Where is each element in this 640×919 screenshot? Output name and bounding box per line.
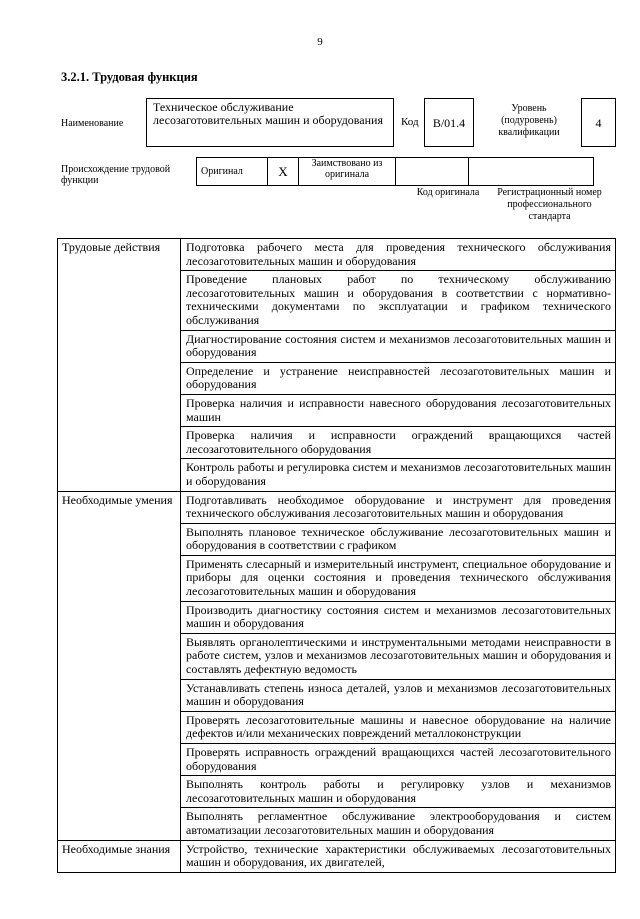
table-row bbox=[58, 239, 616, 271]
section-item: Проверять лесозаготовительные машины и навесное оборудование на наличие дефектов и/или механических повреждений металлоконструкции bbox=[181, 711, 616, 743]
function-code-field: B/01.4 bbox=[424, 98, 474, 147]
section-item: Выявлять органолептическими и инструментальными методами неисправности в работе систем, узлов и механизмов лесозаготовительных машин и оборудования и составлять дефектную ведомость bbox=[181, 633, 616, 679]
original-code-cell bbox=[396, 158, 469, 186]
original-code-caption: Код оригинала bbox=[416, 187, 480, 198]
section-item: Контроль работы и регулировка систем и механизмов лесозаготовительных машин и оборудования bbox=[181, 459, 616, 491]
section-category: Необходимые умения bbox=[58, 491, 181, 840]
section-item: Устройство, технические характеристики обслуживаемых лесозаготовительных машин и оборудования, их двигателей, bbox=[181, 840, 616, 872]
section-item: Подготовка рабочего места для проведения технического обслуживания лесозаготовительных машин и оборудования bbox=[181, 239, 616, 271]
section-item: Проверять исправность ограждений вращающихся частей лесозаготовительного оборудования bbox=[181, 744, 616, 776]
origin-label: Происхождение трудовой функции bbox=[61, 164, 171, 186]
function-details-table bbox=[57, 238, 616, 873]
registration-number-cell bbox=[469, 158, 594, 186]
function-name-field: Техническое обслуживание лесозаготовительных машин и оборудования bbox=[146, 98, 394, 147]
section-item: Выполнять контроль работы и регулировку узлов и механизмов лесозаготовительных машин и оборудования bbox=[181, 776, 616, 808]
registration-number-caption: Регистрационный номер профессионального стандарта bbox=[497, 187, 602, 222]
qualification-level-field: 4 bbox=[581, 98, 616, 147]
section-item: Диагностирование состояния систем и механизмов лесозаготовительных машин и оборудования bbox=[181, 330, 616, 362]
section-item: Проверка наличия и исправности ограждений вращающихся частей лесозаготовительного оборудования bbox=[181, 427, 616, 459]
section-category: Трудовые действия bbox=[58, 239, 181, 492]
code-label: Код bbox=[401, 116, 419, 128]
borrowed-label: Заимствовано из оригинала bbox=[299, 158, 396, 186]
section-item: Применять слесарный и измерительный инструмент, специальное оборудование и приборы для оценки состояния и проведения технического обслуживания лесозаготовительных машин и оборудования bbox=[181, 555, 616, 601]
table-row bbox=[58, 491, 616, 523]
name-label: Наименование bbox=[61, 118, 124, 129]
original-mark: X bbox=[268, 158, 299, 186]
section-item: Производить диагностику состояния систем и механизмов лесозаготовительных машин и оборудования bbox=[181, 601, 616, 633]
page-number: 9 bbox=[317, 36, 323, 48]
section-item: Проверка наличия и исправности навесного оборудования лесозаготовительных машин bbox=[181, 394, 616, 426]
origin-table bbox=[196, 157, 594, 186]
table-row bbox=[58, 840, 616, 872]
qualification-level-label: Уровень (подуровень) квалификации bbox=[498, 103, 560, 138]
section-item: Выполнять регламентное обслуживание электрооборудования и систем автоматизации лесозаготовительных машин и оборудования bbox=[181, 808, 616, 840]
section-item: Определение и устранение неисправностей лесозаготовительных машин и оборудования bbox=[181, 362, 616, 394]
section-item: Выполнять плановое техническое обслуживание лесозаготовительных машин и оборудования в соответствии с графиком bbox=[181, 523, 616, 555]
section-title: 3.2.1. Трудовая функция bbox=[61, 70, 198, 84]
section-item: Подготавливать необходимое оборудование и инструмент для проведения технического обслуживания лесозаготовительных машин и оборудования bbox=[181, 491, 616, 523]
original-label: Оригинал bbox=[197, 158, 268, 186]
section-category: Необходимые знания bbox=[58, 840, 181, 872]
section-item: Устанавливать степень износа деталей, узлов и механизмов лесозаготовительных машин и оборудования bbox=[181, 679, 616, 711]
section-item: Проведение плановых работ по техническому обслуживанию лесозаготовительных машин и оборудования в соответствии с нормативно-техническими документами по эксплуатации и графиком технического обслуживания bbox=[181, 271, 616, 330]
